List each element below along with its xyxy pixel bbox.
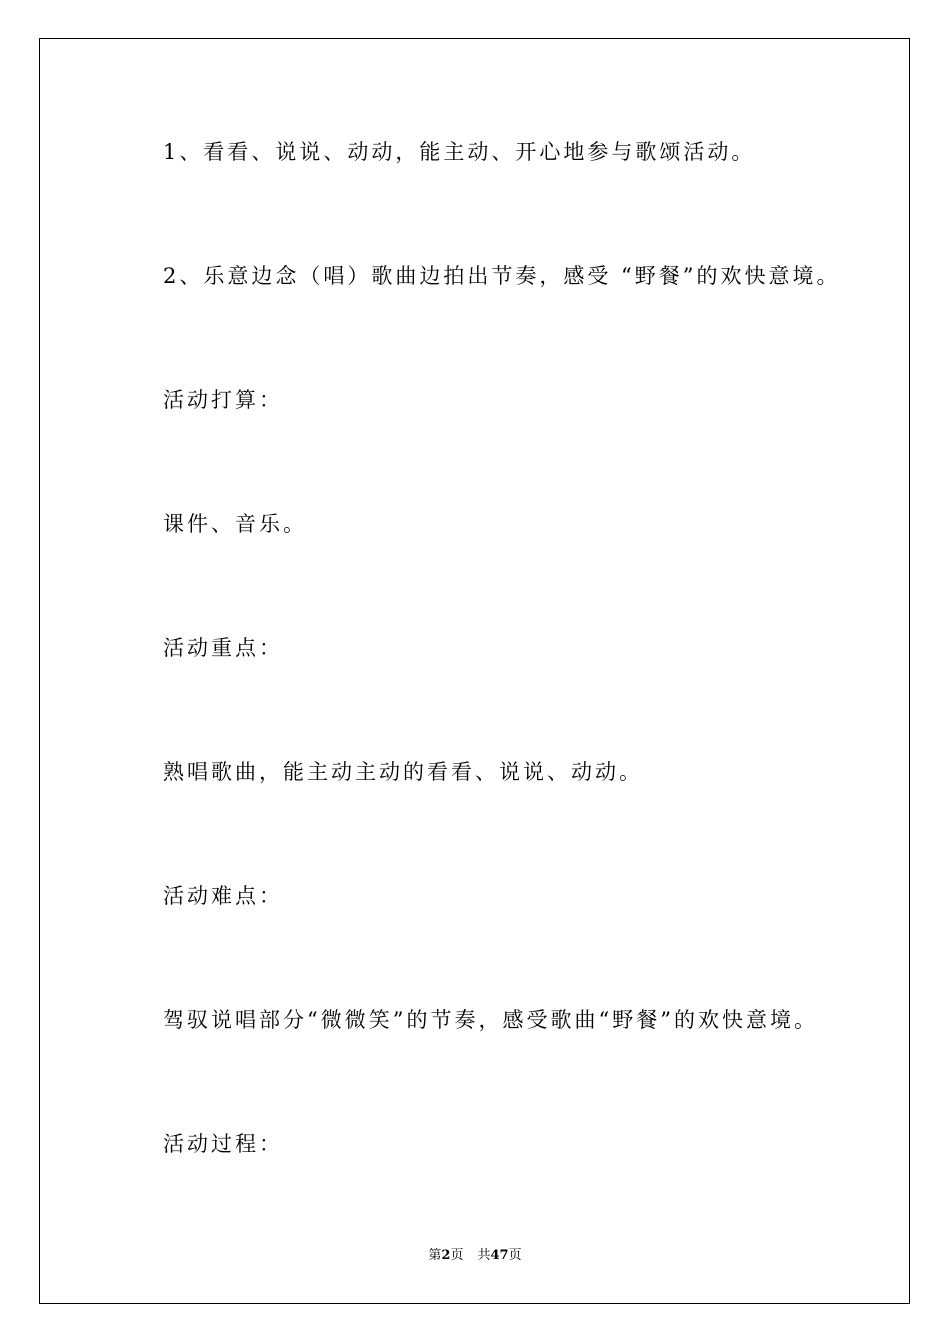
section-heading-process: 活动过程： <box>163 1132 283 1156</box>
page-prefix: 第 <box>428 1248 442 1263</box>
section-heading-key-point: 活动重点： <box>163 636 283 660</box>
page-suffix: 页 <box>450 1248 464 1263</box>
section-heading-preparation: 活动打算： <box>163 388 283 412</box>
page-number: 2 <box>441 1248 451 1263</box>
total-pages: 47 <box>490 1248 509 1263</box>
page-border <box>39 38 910 1304</box>
objective-1: 1、看看、说说、动动，能主动、开心地参与歌颂活动。 <box>163 140 756 164</box>
difficulty-text: 驾驭说唱部分“微微笑”的节奏，感受歌曲“野餐”的欢快意境。 <box>163 1008 818 1032</box>
preparation-text: 课件、音乐。 <box>163 512 307 536</box>
total-suffix: 页 <box>508 1248 522 1263</box>
total-prefix: 共 <box>477 1248 491 1263</box>
objective-2: 2、乐意边念（唱）歌曲边拍出节奏，感受 “野餐”的欢快意境。 <box>163 264 841 288</box>
key-point-text: 熟唱歌曲，能主动主动的看看、说说、动动。 <box>163 760 643 784</box>
page-footer <box>0 1248 950 1264</box>
section-heading-difficulty: 活动难点： <box>163 884 283 908</box>
